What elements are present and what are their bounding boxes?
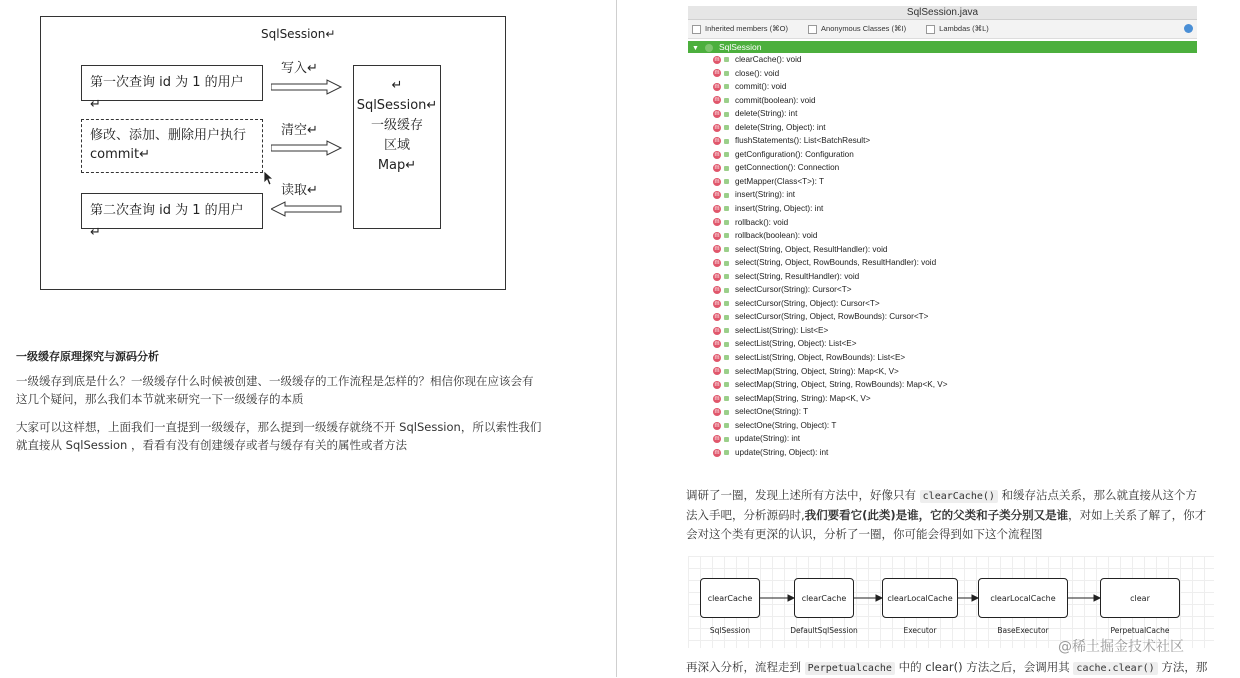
method-item[interactable] [688,378,1197,392]
method-signature: close(): void [735,68,780,78]
method-item[interactable] [688,67,1197,81]
public-access-icon [724,84,729,89]
method-signature: update(String): int [735,434,801,444]
option-anonymous-label: Anonymous Classes (⌘I) [821,24,907,33]
method-item[interactable] [688,243,1197,257]
method-item[interactable] [688,161,1197,175]
method-item[interactable] [688,256,1197,270]
public-access-icon [724,57,729,62]
method-item[interactable] [688,446,1197,460]
method-signature: getMapper(Class<T>): T [735,176,825,186]
text-span: 和缓存沾点关系，那么就直接从这个方 [997,488,1198,502]
method-item[interactable] [688,188,1197,202]
method-icon: m [714,97,720,104]
method-item[interactable] [688,419,1197,433]
text-span: 方法，那 [1157,660,1208,674]
paragraph-2-line-2: 就直接从 SqlSession ，看看有没有创建缓存或者与缓存有关的属性或者方法 [16,438,407,452]
flow-label-1: SqlSession [709,626,751,635]
method-item[interactable] [688,216,1197,230]
public-access-icon [724,423,729,428]
method-icon: m [714,327,720,334]
method-signature: flushStatements(): List<BatchResult> [735,136,871,146]
method-item[interactable] [688,270,1197,284]
method-signature: selectOne(String, Object): T [735,420,837,430]
public-access-icon [724,328,729,333]
public-access-icon [724,166,729,171]
public-access-icon [724,220,729,225]
flow-label-3: Executor [903,626,937,635]
paragraph-1-line-2: 这几个疑问，那么我们本节就来研究一下一级缓存的本质 [16,392,304,406]
method-signature: insert(String): int [735,190,796,200]
public-access-icon [724,125,729,130]
analysis-line-2 [686,506,1216,525]
method-signature: selectCursor(String): Cursor<T> [735,285,852,295]
checkbox-icon[interactable] [926,25,935,34]
option-anonymous[interactable] [804,20,906,38]
inline-code: cache.clear() [1073,662,1157,675]
method-signature: select(String, Object, ResultHandler): void [735,244,888,254]
method-signature: commit(boolean): void [735,95,816,105]
checkbox-icon[interactable] [692,25,701,34]
method-signature: selectList(String): List<E> [735,325,829,335]
analysis-line-3: 会对这个类有更深的认识，分析了一圈，你可能会得到如下这个流程图 [686,527,1043,541]
flow-label-2: DefaultSqlSession [790,626,858,635]
method-item[interactable] [688,283,1197,297]
method-signature: selectOne(String): T [735,407,809,417]
modify-box-line2: commit↵ [90,147,151,162]
method-icon: m [714,124,720,131]
method-signature: getConnection(): Connection [735,163,840,173]
public-access-icon [724,315,729,320]
method-icon: m [714,246,720,253]
cache-line-2: 一级缓存 [370,118,423,133]
cache-region-box [353,65,441,229]
method-signature: rollback(): void [735,217,789,227]
method-icon: m [714,395,720,402]
method-item[interactable] [688,392,1197,406]
public-access-icon [724,288,729,293]
method-item[interactable] [688,365,1197,379]
first-query-box: 第一次查询 id 为 1 的用户↵ [81,65,263,101]
method-signature: select(String, ResultHandler): void [735,271,860,281]
structure-toolbar [688,20,1197,39]
public-access-icon [724,396,729,401]
method-icon: m [714,422,720,429]
paragraph-2-line-1: 大家可以这样想，上面我们一直提到一级缓存，那么提到一级缓存就绕不开 SqlSession，所以索性我们 [16,420,542,434]
page-divider [616,0,617,677]
method-icon: m [714,83,720,90]
method-icon: m [714,273,720,280]
paragraph-2 [16,418,556,454]
method-signature: update(String, Object): int [735,447,829,457]
public-access-icon [724,112,729,117]
method-item[interactable] [688,53,1197,67]
method-item[interactable] [688,202,1197,216]
interface-icon [705,44,713,52]
text-span: 调研了一圈，发现上述所有方法中，好像只有 [686,488,920,502]
method-icon: m [714,409,720,416]
flow-diagram [688,556,1214,648]
method-item[interactable] [688,351,1197,365]
method-icon: m [714,165,720,172]
read-label: 读取↵ [281,183,318,198]
public-access-icon [724,247,729,252]
method-item[interactable] [688,148,1197,162]
method-icon: m [714,56,720,63]
option-inherited-label: Inherited members (⌘O) [705,24,788,33]
flow-box-3: clearLocalCache [882,578,958,618]
method-signature: selectMap(String, String): Map<K, V> [735,393,871,403]
method-icon: m [714,138,720,145]
public-access-icon [724,410,729,415]
diagram-title: SqlSession↵ [261,27,336,41]
public-access-icon [724,274,729,279]
method-icon: m [714,381,720,388]
method-icon: m [714,287,720,294]
text-span: 中的 clear() 方法之后，会调用其 [894,660,1074,674]
method-signature: delete(String): int [735,109,798,119]
method-icon: m [714,314,720,321]
method-signature: selectMap(String, Object, String): Map<K, V> [735,366,899,376]
method-item[interactable] [688,405,1197,419]
paragraph-1-line-1: 一级缓存到底是什么？一级缓存什么时候被创建、一级缓存的工作流程是怎样的？相信你现在应该会有 [16,374,534,388]
public-access-icon [724,342,729,347]
method-icon: m [714,192,720,199]
method-item[interactable] [688,432,1197,446]
section-title: 一级缓存原理探究与源码分析 [16,350,159,363]
cache-line-3: 区域 [383,138,410,153]
method-signature: getConfiguration(): Configuration [735,149,854,159]
checkbox-icon[interactable] [808,25,817,34]
method-icon: m [714,449,720,456]
public-access-icon [724,98,729,103]
method-signature: select(String, Object, RowBounds, ResultHandler): void [735,258,937,268]
flow-box-5: clear [1100,578,1180,618]
cache-line-1: SqlSession↵ [356,98,438,113]
analysis-paragraph [686,486,1216,544]
public-access-icon [724,206,729,211]
method-icon: m [714,205,720,212]
paragraph-1 [16,372,556,408]
text-span: 法入手吧，分析源码时, [686,508,805,522]
method-item[interactable] [688,80,1197,94]
method-signature: clearCache(): void [735,55,802,64]
tree-root-label: SqlSession [718,42,762,52]
method-icon: m [714,151,720,158]
expand-triangle-icon[interactable]: ▼ [692,45,699,52]
method-item[interactable] [688,324,1197,338]
method-icon: m [714,300,720,307]
flow-label-4: BaseExecutor [997,626,1049,635]
method-icon: m [714,111,720,118]
flow-box-2: clearCache [794,578,854,618]
inline-code: Perpetualcache [805,662,895,675]
gear-icon[interactable] [1184,24,1193,33]
watermark: @稀土掘金技术社区 [1058,639,1184,655]
method-item[interactable] [688,229,1197,243]
method-item[interactable] [688,134,1197,148]
flow-box-1: clearCache [700,578,760,618]
public-access-icon [724,301,729,306]
modify-box [81,119,263,173]
cache-line-4: Map↵ [377,158,417,173]
public-access-icon [724,71,729,76]
method-item[interactable] [688,107,1197,121]
method-signature: commit(): void [735,82,787,92]
method-item[interactable] [688,337,1197,351]
bold-text: 我们要看它(此类)是谁，它的父类和子类分别又是谁 [804,508,1069,522]
public-access-icon [724,450,729,455]
method-item[interactable] [688,297,1197,311]
read-arrow [271,201,343,217]
method-signature: selectMap(String, Object, String, RowBounds): Map<K, V> [735,380,948,390]
analysis-line-1 [686,486,1216,506]
method-icon: m [714,260,720,267]
method-icon: m [714,341,720,348]
public-access-icon [724,382,729,387]
method-signature: selectList(String, Object): List<E> [735,339,857,349]
public-access-icon [724,355,729,360]
method-item[interactable] [688,175,1197,189]
text-span: 再深入分析，流程走到 [686,660,805,674]
method-item[interactable] [688,121,1197,135]
public-access-icon [724,193,729,198]
write-label: 写入↵ [281,61,318,76]
clear-label: 清空↵ [281,123,318,138]
method-icon: m [714,354,720,361]
public-access-icon [724,152,729,157]
write-arrow [271,79,343,95]
method-signature: rollback(boolean): void [735,231,818,241]
bottom-paragraph [686,658,1216,678]
option-inherited[interactable] [688,20,788,38]
option-lambdas-label: Lambdas (⌘L) [939,24,989,33]
clear-arrow [271,140,343,156]
public-access-icon [724,369,729,374]
public-access-icon [724,179,729,184]
public-access-icon [724,261,729,266]
method-icon: m [714,436,720,443]
method-icon: m [714,219,720,226]
method-icon: m [714,70,720,77]
modify-box-line1: 修改、添加、删除用户执行 [90,128,247,143]
text-span: ，对如上关系了解了，你才 [1068,508,1207,522]
public-access-icon [724,233,729,238]
method-signature: delete(String, Object): int [735,122,826,132]
structure-panel [688,6,1197,460]
public-access-icon [724,139,729,144]
method-icon: m [714,232,720,239]
method-icon: m [714,178,720,185]
method-item[interactable] [688,310,1197,324]
second-query-box: 第二次查询 id 为 1 的用户↵ [81,193,263,229]
method-signature: selectList(String, Object, RowBounds): List<E> [735,353,906,363]
public-access-icon [724,437,729,442]
method-signature: insert(String, Object): int [735,204,824,214]
flow-box-4: clearLocalCache [978,578,1068,618]
mouse-cursor-icon [263,170,275,186]
method-signature: selectCursor(String, Object, RowBounds): Cursor<T> [735,312,929,322]
option-lambdas[interactable] [922,20,989,38]
method-item[interactable] [688,94,1197,108]
cache-diagram [40,16,506,290]
inline-code: clearCache() [920,490,998,503]
method-icon: m [714,368,720,375]
tree-root-sqlsession[interactable] [688,41,1197,53]
cache-line-0: ↵ [391,78,403,93]
method-list [688,53,1197,459]
flow-label-5: PerpetualCache [1110,626,1170,635]
method-signature: selectCursor(String, Object): Cursor<T> [735,298,880,308]
window-title: SqlSession.java [688,6,1197,20]
